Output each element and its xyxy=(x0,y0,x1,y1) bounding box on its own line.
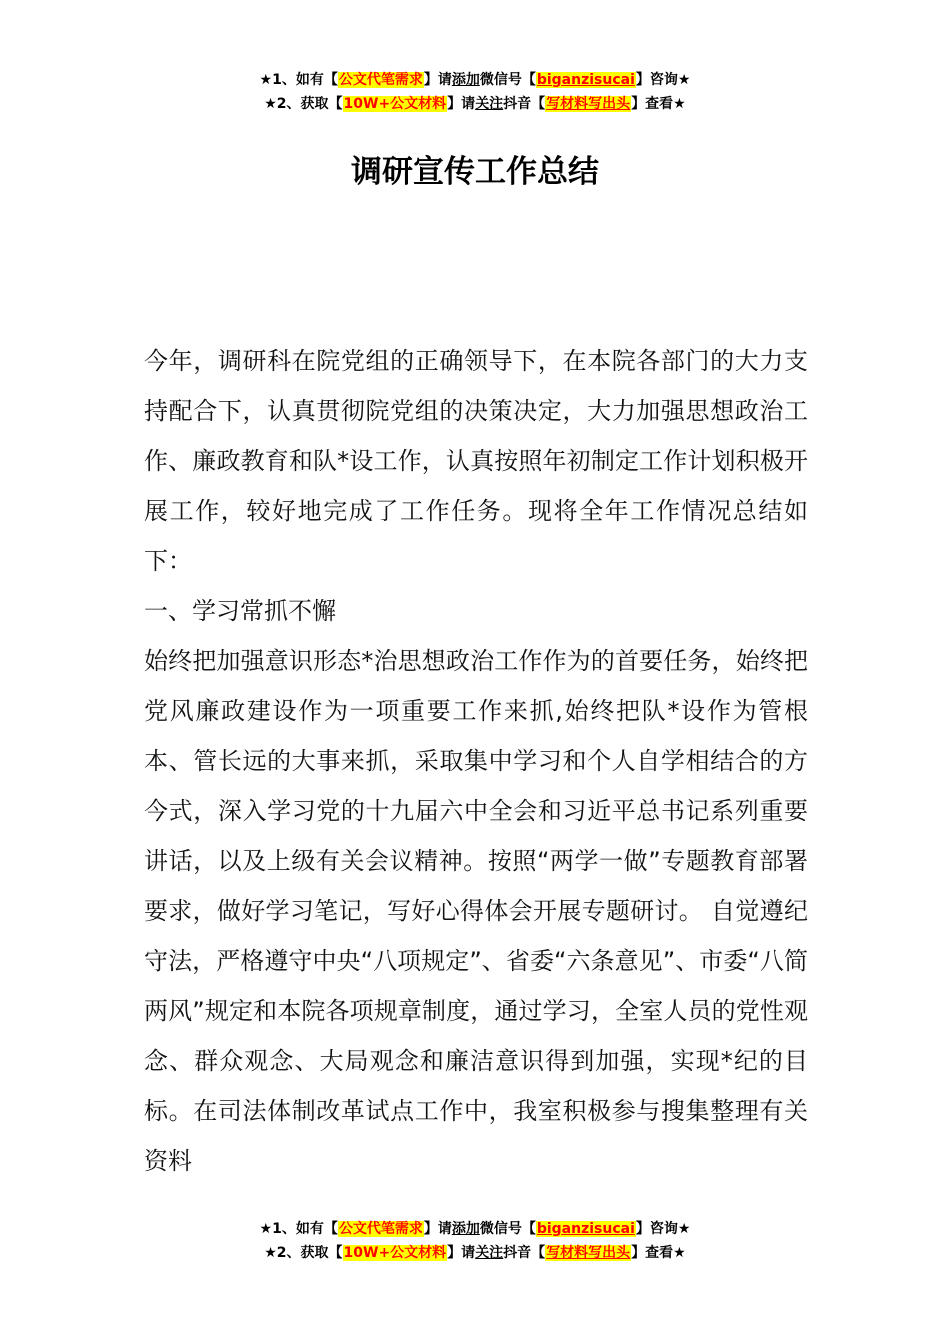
banner-highlight: 公文代笔需求 xyxy=(338,1221,423,1237)
banner-line-2 xyxy=(0,92,950,116)
banner-highlight: 10W+公文材料 xyxy=(343,1245,447,1261)
banner-text: 】请 xyxy=(447,96,476,112)
banner-line-2 xyxy=(0,1241,950,1265)
banner-text: 微信号【 xyxy=(479,72,536,88)
banner-highlight: 写材料写出头 xyxy=(546,96,631,112)
banner-underlined-text: 关注 xyxy=(475,96,504,112)
banner-text: 】请 xyxy=(423,72,452,88)
banner-line-1 xyxy=(0,68,950,92)
banner-text: 】咨询★ xyxy=(635,1221,691,1237)
header-banner xyxy=(0,68,950,116)
banner-text: 】查看★ xyxy=(631,1245,686,1261)
banner-text: 抖音【 xyxy=(503,96,546,112)
banner-text: 】查看★ xyxy=(631,96,686,112)
document-title: 调研宣传工作总结 xyxy=(351,154,599,190)
banner-text: ★1、如有【 xyxy=(259,1221,338,1237)
banner-line-1 xyxy=(0,1217,950,1241)
paragraph-intro: 今年，调研科在院党组的正确领导下，在本院各部门的大力支持配合下，认真贯彻院党组的决策决定，大力加强思想政治工作、廉政教育和队*设工作，认真按照年初制定工作计划积极开展工作，较好地完成了工作任务。现将全年工作情况总结如下： xyxy=(144,347,808,575)
banner-highlight: 公文代笔需求 xyxy=(338,72,423,88)
banner-highlight: 10W+公文材料 xyxy=(343,96,447,112)
banner-underlined-text: 添加 xyxy=(451,1221,480,1237)
paragraph-section-1: 始终把加强意识形态*治思想政治工作作为的首要任务，始终把党风廉政建设作为一项重要工作来抓,始终把队*设作为管根本、管长远的大事来抓，采取集中学习和个人自学相结合的方今式，深入学习党的十九届六中全会和习近平总书记系列重要讲话，以及上级有关会议精神。按照“两学一做”专题教育部署要求，做好学习笔记，写好心得体会开展专题研讨。 自觉遵纪守法，严格遵守中央“八项规定”、省委“六条意见”、市委“八简两风”规定和本院各项规章制度，通过学习，全室人员的党性观念、群众观念、大局观念和廉洁意识得到加强，实现*纪的目标。在司法体制改革试点工作中，我室积极参与搜集整理有关资料 xyxy=(144,647,808,1175)
banner-text: 】咨询★ xyxy=(635,72,691,88)
banner-text: 抖音【 xyxy=(503,1245,546,1261)
banner-text: ★2、获取【 xyxy=(264,96,343,112)
banner-highlight: biganzisucai xyxy=(536,1221,635,1237)
banner-text: ★2、获取【 xyxy=(264,1245,343,1261)
banner-highlight: biganzisucai xyxy=(536,72,635,88)
banner-underlined-text: 关注 xyxy=(475,1245,504,1261)
section-heading: 一、学习常抓不懈 xyxy=(144,597,336,625)
banner-highlight: 写材料写出头 xyxy=(546,1245,631,1261)
banner-text: 】请 xyxy=(447,1245,476,1261)
banner-text: 微信号【 xyxy=(479,1221,536,1237)
footer-banner xyxy=(0,1217,950,1265)
banner-text: ★1、如有【 xyxy=(259,72,338,88)
banner-underlined-text: 添加 xyxy=(451,72,480,88)
banner-text: 】请 xyxy=(423,1221,452,1237)
document-body xyxy=(144,336,808,1186)
